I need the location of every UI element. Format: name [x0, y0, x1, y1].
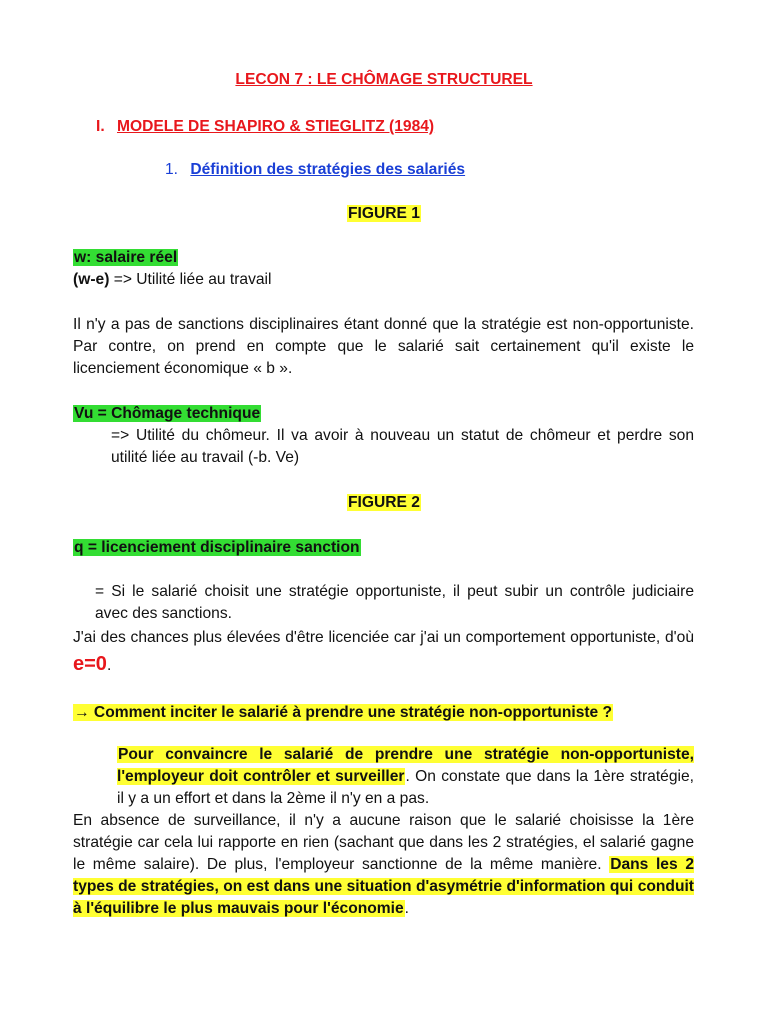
paragraph-surveillance: [73, 810, 694, 920]
paragraph-licenciee: [73, 625, 694, 679]
paragraph-sanctions-text: Il n'y a pas de sanctions disciplinaires étant donné que la stratégie est non-opportuniste. Par contre, on prend en compte que le salarié sait certainement qu'il existe le licenciement économique « b ».: [73, 316, 694, 377]
paragraph-convaincre: [73, 744, 694, 920]
lesson-title: LECON 7 : LE CHÔMAGE STRUCTUREL: [235, 71, 533, 88]
question-row: [73, 702, 613, 724]
final-period: .: [404, 900, 409, 917]
vu-definition: Vu = Chômage technique: [74, 405, 261, 422]
section-title: MODELE DE SHAPIRO & STIEGLITZ (1984): [117, 118, 435, 135]
vu-definition-row: [73, 403, 261, 425]
we-line: [73, 269, 271, 291]
w-definition: w: salaire réel: [74, 249, 178, 266]
figure2-label: FIGURE 2: [348, 494, 420, 511]
q-definition-row: [73, 537, 361, 559]
subsection-title: Définition des stratégies des salariés: [190, 161, 466, 178]
subsection-heading: [165, 159, 465, 181]
convaincre-rest: . On constate que dans la 1ère stratégie, il y a un effort et dans la 2ème il n'y en a pas.: [117, 768, 694, 807]
paragraph-vu: [73, 425, 694, 469]
convaincre-highlight: Pour convaincre le salarié de prendre une stratégie non-opportuniste, l'employeur doit contrôler et surveiller: [117, 746, 694, 785]
paragraph-vu-text: => Utilité du chômeur. Il va avoir à nouveau un statut de chômeur et perdre son utilité liée au travail (-b. Ve): [111, 427, 694, 466]
we-term: (w-e): [73, 271, 110, 288]
paragraph-sanctions: [73, 314, 694, 380]
q-definition: q = licenciement disciplinaire sanction: [74, 539, 360, 556]
figure1-label: FIGURE 1: [348, 205, 420, 222]
paragraph-licenciee-text: J'ai des chances plus élevées d'être licenciée car j'ai un comportement opportuniste, d'où: [73, 629, 694, 646]
period: .: [106, 657, 112, 674]
paragraph-opportunist: [73, 581, 694, 679]
paragraph-opportunist-text: = Si le salarié choisit une stratégie opportuniste, il peut subir un contrôle judiciaire avec des sanctions.: [95, 583, 694, 622]
question: → Comment inciter le salarié à prendre une stratégie non-opportuniste ?: [74, 704, 613, 721]
w-definition-row: [73, 247, 178, 269]
figure2-label-row: [0, 492, 768, 514]
effort-zero: e=0: [73, 653, 107, 675]
paragraph-convaincre-text: [73, 744, 694, 810]
surveillance-text: En absence de surveillance, il n'y a aucune raison que le salarié choisisse la 1ère stratégie car cela lui rapporte en rien (sachant que dans les 2 stratégies, el salarié gagne le même salaire). De plus, l'employeur sanctionne de la même manière.: [73, 812, 694, 873]
section-number: I.: [96, 118, 105, 135]
we-text: => Utilité liée au travail: [109, 271, 272, 288]
figure1-label-row: [0, 203, 768, 225]
subsection-number: 1.: [165, 161, 179, 178]
asymetrie-highlight: Dans les 2 types de stratégies, on est dans une situation d'asymétrie d'information qui conduit à l'équilibre le plus mauvais pour l'économie: [73, 856, 694, 917]
section-heading: [96, 116, 434, 138]
